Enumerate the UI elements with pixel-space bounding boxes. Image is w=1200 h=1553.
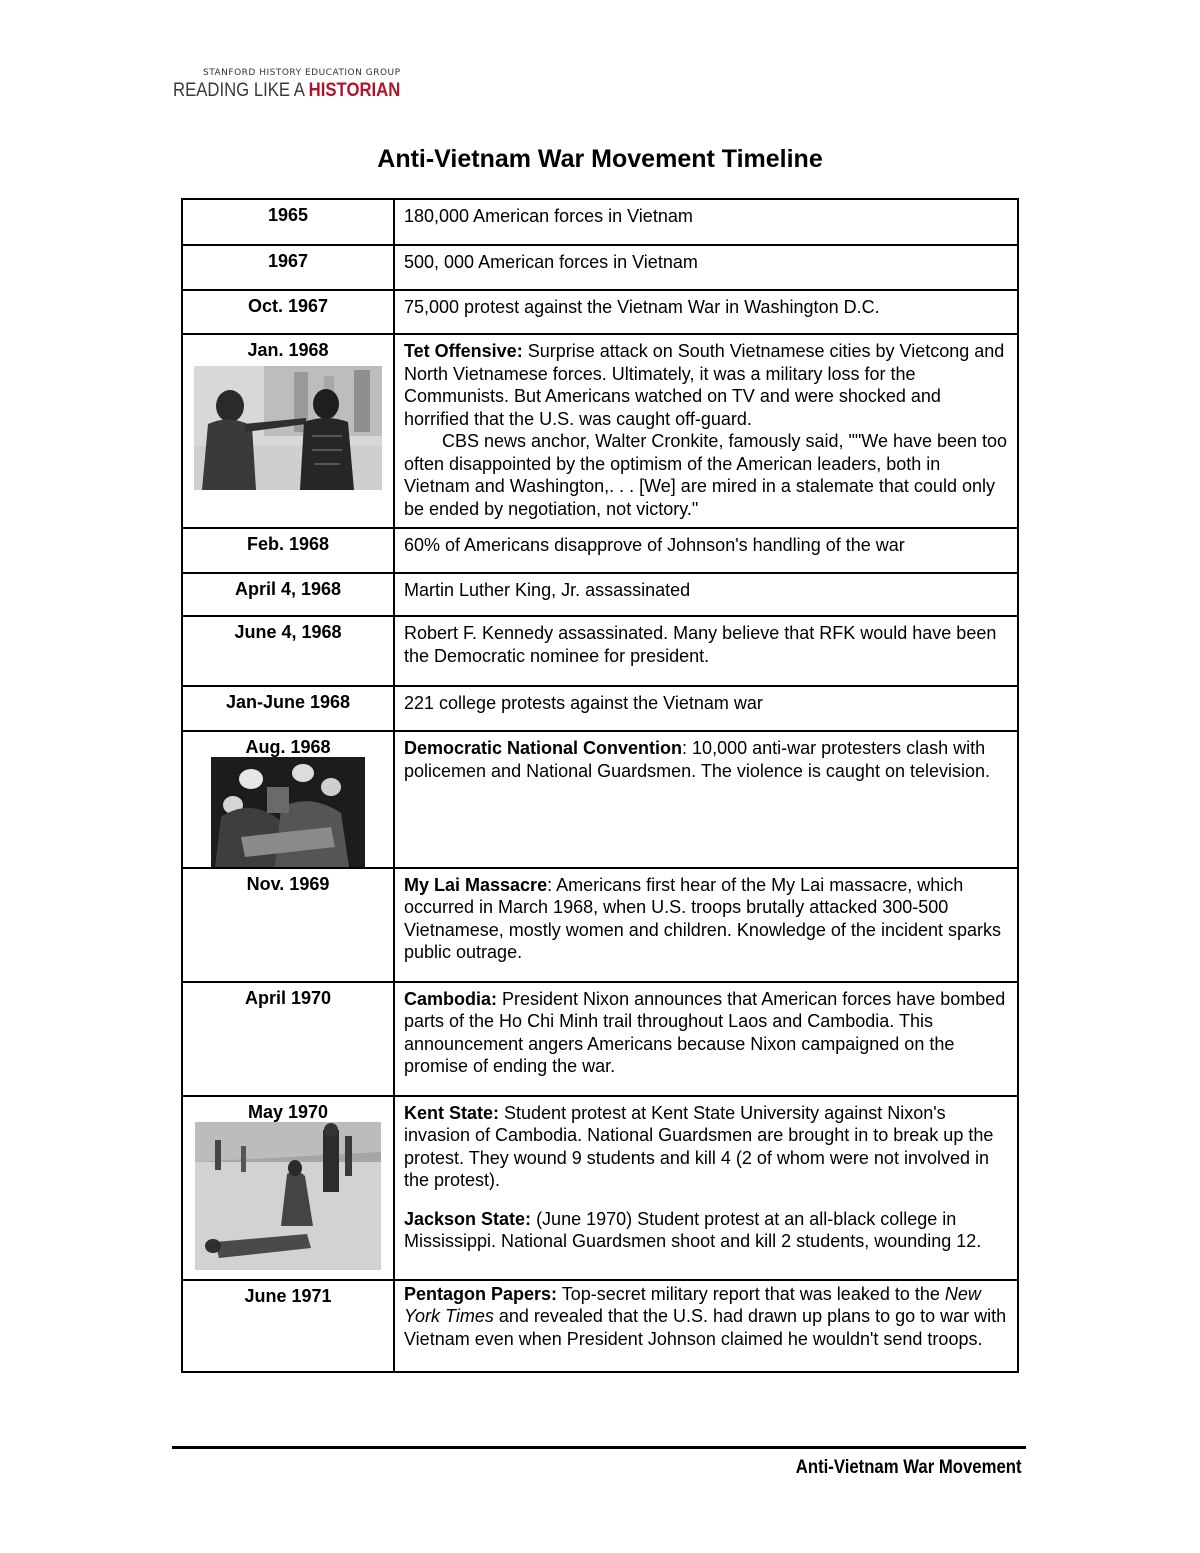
date-label: Aug. 1968 bbox=[245, 737, 331, 757]
description-cell: Robert F. Kennedy assassinated. Many believe that RFK would have been the Democratic nominee for president. bbox=[394, 616, 1018, 686]
date-cell bbox=[182, 1096, 394, 1280]
logo-top-line: STANFORD HISTORY EDUCATION GROUP bbox=[203, 68, 401, 78]
table-row bbox=[182, 982, 1018, 1096]
description-cell: 221 college protests against the Vietnam war bbox=[394, 686, 1018, 731]
page-title: Anti-Vietnam War Movement Timeline bbox=[377, 145, 823, 173]
date-cell: 1967 bbox=[182, 245, 394, 290]
description-cell: 75,000 protest against the Vietnam War in Washington D.C. bbox=[394, 290, 1018, 334]
entry-heading: Jackson State: bbox=[404, 1208, 532, 1229]
date-cell bbox=[182, 731, 394, 868]
entry-text: President Nixon announces that American forces have bombed parts of the Ho Chi Minh trail throughout Laos and Cambodia. This announcement angers Americans because Nixon campaigned on the promise of ending the war. bbox=[404, 988, 1006, 1076]
table-row bbox=[182, 290, 1018, 334]
table-row bbox=[182, 731, 1018, 868]
date-cell: June 1971 bbox=[182, 1280, 394, 1372]
convention-paragraph bbox=[404, 737, 1009, 782]
pentagon-papers-paragraph bbox=[404, 1283, 1009, 1351]
table-row bbox=[182, 334, 1018, 528]
table-row bbox=[182, 573, 1018, 616]
date-cell: Jan-June 1968 bbox=[182, 686, 394, 731]
entry-text: Student protest at Kent State University against Nixon's invasion of Cambodia. National Guardsmen are brought in to break up the protest. They wound 9 students and kill 4 (2 of whom were not involved in the protest). bbox=[404, 1102, 994, 1190]
entry-text: and revealed that the U.S. had drawn up plans to go to war with Vietnam even when President Johnson claimed he wouldn't send troops. bbox=[404, 1306, 1007, 1349]
date-cell: April 1970 bbox=[182, 982, 394, 1096]
convention-protest-photo bbox=[211, 757, 365, 867]
date-cell: Feb. 1968 bbox=[182, 528, 394, 573]
entry-heading: Pentagon Papers: bbox=[404, 1283, 558, 1304]
description-cell bbox=[394, 1280, 1018, 1372]
date-cell bbox=[182, 334, 394, 528]
tet-offensive-execution-photo bbox=[194, 366, 382, 490]
date-cell: June 4, 1968 bbox=[182, 616, 394, 686]
kent-state-paragraph bbox=[404, 1102, 1009, 1192]
entry-heading: Tet Offensive: bbox=[404, 341, 523, 361]
date-cell: Oct. 1967 bbox=[182, 290, 394, 334]
table-row bbox=[182, 528, 1018, 573]
table-row bbox=[182, 199, 1018, 245]
entry-heading: My Lai Massacre bbox=[404, 874, 548, 895]
entry-text: : Americans first hear of the My Lai massacre, which occurred in March 1968, when U.S. troops brutally attacked 300-500 Vietnamese, mostly women and children. Knowledge of the incident sparks public outrage. bbox=[404, 874, 1001, 962]
entry-text: : 10,000 anti-war protesters clash with policemen and National Guardsmen. The violence is caught on television. bbox=[404, 738, 991, 781]
reading-like-a-historian-logo bbox=[173, 66, 401, 102]
date-cell: 1965 bbox=[182, 199, 394, 245]
description-cell bbox=[394, 982, 1018, 1096]
description-cell: 60% of Americans disapprove of Johnson's handling of the war bbox=[394, 528, 1018, 573]
entry-heading: Cambodia: bbox=[404, 988, 498, 1009]
date-cell: April 4, 1968 bbox=[182, 573, 394, 616]
logo-wordmark bbox=[173, 80, 400, 102]
table-row bbox=[182, 245, 1018, 290]
entry-text: (June 1970) Student protest at an all-black college in Mississippi. National Guardsmen shoot and kill 2 students, wounding 12. bbox=[404, 1208, 982, 1251]
entry-text: Top-secret military report that was leaked to the bbox=[557, 1283, 945, 1304]
description-cell: Martin Luther King, Jr. assassinated bbox=[394, 573, 1018, 616]
date-label: May 1970 bbox=[247, 1101, 329, 1122]
timeline-table bbox=[181, 198, 1019, 1373]
kent-state-photo bbox=[195, 1122, 381, 1270]
description-cell: 180,000 American forces in Vietnam bbox=[394, 199, 1018, 245]
table-row bbox=[182, 868, 1018, 982]
footer-title: Anti-Vietnam War Movement bbox=[796, 1457, 1022, 1478]
description-cell: 500, 000 American forces in Vietnam bbox=[394, 245, 1018, 290]
description-cell bbox=[394, 1096, 1018, 1280]
entry-text: Surprise attack on South Vietnamese cities by Vietcong and North Vietnamese forces. Ultimately, it was a military loss for the Communists. But Americans watched on TV and were shocked and horrified that the U.S. was caught off-guard. bbox=[404, 341, 1005, 429]
cronkite-quote-paragraph: CBS news anchor, Walter Cronkite, famously said, ""We have been too often disappointed by the optimism of the American leaders, both in Vietnam and Washington,. . . [We] are mired in a stalemate that could only be ended by negotiation, not victory." bbox=[404, 431, 1008, 519]
newspaper-title: New York Times bbox=[404, 1283, 981, 1326]
footer-divider bbox=[172, 1446, 1026, 1449]
description-cell bbox=[394, 731, 1018, 868]
description-cell bbox=[394, 334, 1018, 528]
logo-wordmark-part-b: HISTORIAN bbox=[308, 80, 401, 101]
my-lai-paragraph bbox=[404, 874, 1009, 964]
entry-heading: Kent State: bbox=[404, 1102, 500, 1123]
date-cell: Nov. 1969 bbox=[182, 868, 394, 982]
table-row bbox=[182, 1096, 1018, 1280]
description-cell bbox=[394, 868, 1018, 982]
jackson-state-paragraph bbox=[404, 1208, 1009, 1253]
tet-offensive-paragraph bbox=[404, 340, 1009, 430]
date-label: Jan. 1968 bbox=[247, 340, 329, 360]
entry-heading: Democratic National Convention bbox=[404, 738, 683, 758]
table-row bbox=[182, 686, 1018, 731]
cambodia-paragraph bbox=[404, 988, 1009, 1078]
table-row bbox=[182, 616, 1018, 686]
table-row bbox=[182, 1280, 1018, 1372]
logo-wordmark-part-a: READING LIKE A bbox=[173, 80, 309, 101]
